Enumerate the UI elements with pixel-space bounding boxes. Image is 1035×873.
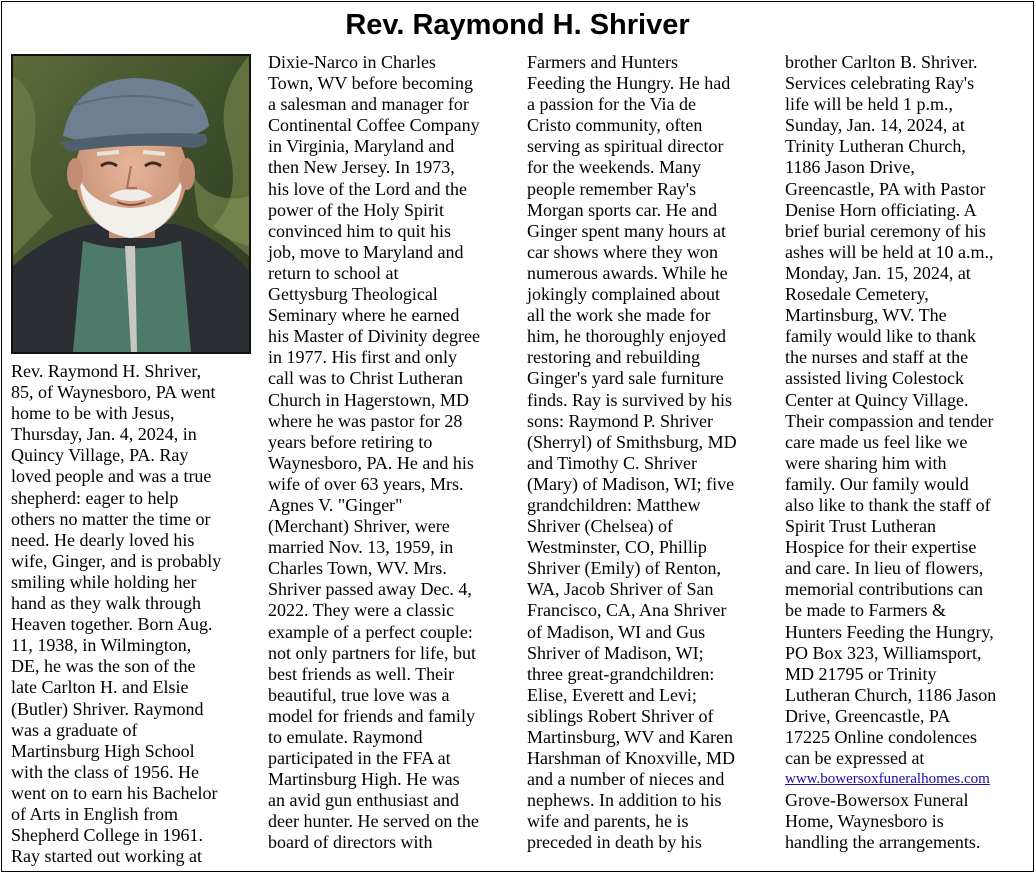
text-line: Shriver (Chelsea) of bbox=[527, 516, 673, 537]
text-line: the nurses and staff at the bbox=[785, 347, 969, 368]
text-line: numerous awards. While he bbox=[527, 262, 728, 283]
text-line: Their compassion and tender bbox=[785, 410, 994, 431]
text-line: three great-grandchildren: bbox=[527, 663, 715, 684]
text-line: people remember Ray's bbox=[527, 178, 697, 199]
text-line: call was to Christ Lutheran bbox=[268, 368, 463, 389]
text-line: return to school at bbox=[268, 262, 399, 283]
text-line: ashes will be held at 10 a.m., bbox=[785, 241, 994, 262]
text-line: Rosedale Cemetery, bbox=[785, 284, 929, 305]
text-line: Hunters Feeding the Hungry, bbox=[785, 621, 994, 642]
text-line: restoring and rebuilding bbox=[527, 347, 700, 368]
text-line: grandchildren: Matthew bbox=[527, 494, 701, 515]
obituary-frame bbox=[1, 1, 1034, 872]
text-line: best friends as well. Their bbox=[268, 663, 455, 684]
text-line: his love of the Lord and the bbox=[268, 178, 467, 199]
text-line: Sunday, Jan. 14, 2024, at bbox=[785, 115, 965, 136]
text-line: Spirit Trust Lutheran bbox=[785, 516, 937, 537]
text-column-2 bbox=[268, 52, 480, 854]
text-line: Francisco, CA, Ana Shriver bbox=[527, 600, 727, 621]
text-line: Rev. Raymond H. Shriver, bbox=[11, 361, 202, 381]
text-line: board of directors with bbox=[268, 832, 433, 853]
text-line: Denise Horn officiating. A bbox=[785, 199, 977, 220]
text-line: and a number of nieces and bbox=[527, 769, 725, 790]
text-line: need. He dearly loved his bbox=[11, 529, 195, 550]
text-line: brief burial ceremony of his bbox=[785, 220, 986, 241]
text-line: years before retiring to bbox=[268, 431, 433, 452]
text-line: PO Box 323, Williamsport, bbox=[785, 642, 982, 663]
text-line: DE, he was the son of the bbox=[11, 656, 196, 677]
text-line: also like to thank the staff of bbox=[785, 494, 991, 515]
text-line: Lutheran Church, 1186 Jason bbox=[785, 684, 997, 705]
text-line: Morgan sports car. He and bbox=[527, 199, 718, 220]
text-line: his Master of Divinity degree bbox=[268, 326, 480, 347]
text-line: Monday, Jan. 15, 2024, at bbox=[785, 262, 971, 283]
text-line: example of a perfect couple: bbox=[268, 621, 473, 642]
text-line: a salesman and manager for bbox=[268, 94, 469, 115]
text-line: Gettysburg Theological bbox=[268, 284, 438, 305]
text-line: for the weekends. Many bbox=[527, 157, 701, 178]
text-line: family. Our family would bbox=[785, 473, 969, 494]
text-line: and care. In lieu of flowers, bbox=[785, 558, 984, 579]
text-line: Shriver (Emily) of Renton, bbox=[527, 558, 721, 579]
text-line: in Virginia, Maryland and bbox=[268, 136, 455, 157]
text-line: Shepherd College in 1961. bbox=[11, 825, 203, 846]
text-line: a passion for the Via de bbox=[527, 94, 697, 115]
text-line: of Arts in English from bbox=[11, 803, 178, 824]
text-line: (Merchant) Shriver, were bbox=[268, 516, 450, 537]
text-line: others no matter the time or bbox=[11, 508, 211, 529]
text-line: Charles Town, WV. Mrs. bbox=[268, 558, 447, 579]
text-line: Center at Quincy Village. bbox=[785, 389, 969, 410]
text-line: wife of over 63 years, Mrs. bbox=[268, 473, 464, 494]
text-line: shepherd: eager to help bbox=[11, 487, 179, 508]
text-line: Shriver of Madison, WI; bbox=[527, 642, 704, 663]
text-line: Quincy Village, PA. Ray bbox=[11, 445, 189, 466]
text-line: participated in the FFA at bbox=[268, 748, 451, 769]
text-line: handling the arrangements. bbox=[785, 832, 981, 853]
text-line: 1186 Jason Drive, bbox=[785, 157, 915, 178]
text-line: where he was pastor for 28 bbox=[268, 410, 463, 431]
text-line: all the work she made for bbox=[527, 305, 711, 326]
text-line: Martinsburg High. He was bbox=[268, 769, 460, 790]
text-line: 2022. They were a classic bbox=[268, 600, 455, 621]
text-line: Trinity Lutheran Church, bbox=[785, 136, 966, 157]
text-line: home to be with Jesus, bbox=[11, 403, 175, 424]
text-line: not only partners for life, but bbox=[268, 642, 476, 663]
text-line: in 1977. His first and only bbox=[268, 347, 457, 368]
text-line: nephews. In addition to his bbox=[527, 790, 722, 811]
text-line: Feeding the Hungry. He had bbox=[527, 73, 731, 94]
text-line: Martinsburg, WV. The bbox=[785, 305, 947, 326]
text-line: Martinsburg, WV and Karen bbox=[527, 727, 733, 747]
text-line: beautiful, true love was a bbox=[268, 684, 450, 705]
text-line: Ginger's yard sale furniture bbox=[527, 368, 724, 389]
text-line: with the class of 1956. He bbox=[11, 761, 199, 782]
text-column-3 bbox=[527, 52, 737, 854]
text-line: Hospice for their expertise bbox=[785, 537, 977, 558]
text-line: Town, WV before becoming bbox=[268, 73, 474, 94]
text-line: Heaven together. Born Aug. bbox=[11, 614, 213, 635]
text-line: serving as spiritual director bbox=[527, 136, 724, 157]
text-line: Home, Waynesboro is bbox=[785, 811, 944, 832]
text-line: power of the Holy Spirit bbox=[268, 199, 444, 220]
text-line: life will be held 1 p.m., bbox=[785, 94, 953, 115]
text-line: smiling while holding her bbox=[11, 571, 197, 592]
text-line: Continental Coffee Company bbox=[268, 115, 480, 136]
text-line: WA, Jacob Shriver of San bbox=[527, 579, 714, 600]
text-line: assisted living Colestock bbox=[785, 368, 964, 389]
text-line: job, move to Maryland and bbox=[268, 241, 464, 262]
text-line: of Madison, WI and Gus bbox=[527, 621, 706, 642]
text-line: car shows where they won bbox=[527, 241, 718, 262]
text-line: deer hunter. He served on the bbox=[268, 811, 479, 832]
text-line: Martinsburg High School bbox=[11, 740, 195, 761]
text-line: an avid gun enthusiast and bbox=[268, 790, 459, 811]
text-line: and Timothy C. Shriver bbox=[527, 452, 698, 473]
text-line: Shriver passed away Dec. 4, bbox=[268, 579, 472, 600]
text-line: Dixie-Narco in Charles bbox=[268, 52, 436, 72]
text-line: memorial contributions can bbox=[785, 579, 983, 600]
condolences-link[interactable]: www.bowersoxfuneralhomes.com bbox=[785, 771, 990, 788]
text-line: Ginger spent many hours at bbox=[527, 220, 726, 241]
text-line: 85, of Waynesboro, PA went bbox=[11, 382, 216, 403]
text-line: went on to earn his Bachelor bbox=[11, 782, 218, 803]
text-line: brother Carlton B. Shriver. bbox=[785, 52, 978, 72]
text-line: 17225 Online condolences bbox=[785, 727, 977, 747]
portrait-photo-icon bbox=[13, 56, 249, 352]
text-line: (Mary) of Madison, WI; five bbox=[527, 473, 735, 494]
text-line: preceded in death by his bbox=[527, 832, 702, 853]
text-line: married Nov. 13, 1959, in bbox=[268, 537, 454, 558]
text-line: loved people and was a true bbox=[11, 466, 212, 487]
text-line: wife, Ginger, and is probably bbox=[11, 550, 222, 571]
text-line: Church in Hagerstown, MD bbox=[268, 389, 469, 410]
text-line: Harshman of Knoxville, MD bbox=[527, 748, 735, 769]
obituary-title: Rev. Raymond H. Shriver bbox=[345, 9, 690, 41]
text-line: be made to Farmers & bbox=[785, 600, 946, 621]
text-line: siblings Robert Shriver of bbox=[527, 705, 714, 726]
text-line: to emulate. Raymond bbox=[268, 727, 423, 747]
text-line: Westminster, CO, Phillip bbox=[527, 537, 707, 558]
text-line: Grove-Bowersox Funeral bbox=[785, 790, 969, 811]
text-line: Cristo community, often bbox=[527, 115, 703, 136]
text-line: MD 21795 or Trinity bbox=[785, 663, 937, 684]
text-line: 11, 1938, in Wilmington, bbox=[11, 635, 192, 656]
text-line: him, he thoroughly enjoyed bbox=[527, 326, 726, 347]
portrait-photo bbox=[11, 54, 251, 354]
text-line: sons: Raymond P. Shriver bbox=[527, 410, 714, 431]
text-line: Drive, Greencastle, PA bbox=[785, 705, 951, 726]
text-line: Waynesboro, PA. He and his bbox=[268, 452, 474, 473]
text-line: Ray started out working at bbox=[11, 846, 202, 867]
text-line: Services celebrating Ray's bbox=[785, 73, 975, 94]
text-line: Elise, Everett and Levi; bbox=[527, 684, 697, 705]
text-line: was a graduate of bbox=[11, 719, 138, 740]
text-line: wife and parents, he is bbox=[527, 811, 689, 832]
text-line: late Carlton H. and Elsie bbox=[11, 677, 189, 698]
text-line: then New Jersey. In 1973, bbox=[268, 157, 455, 178]
text-column-1 bbox=[11, 361, 221, 867]
text-line: convinced him to quit his bbox=[268, 220, 451, 241]
text-line: Greencastle, PA with Pastor bbox=[785, 178, 986, 199]
text-line: jokingly complained about bbox=[527, 284, 720, 305]
text-line: Farmers and Hunters bbox=[527, 52, 678, 72]
text-line: Agnes V. "Ginger" bbox=[268, 494, 403, 515]
text-line: care made us feel like we bbox=[785, 431, 968, 452]
text-line: hand as they walk through bbox=[11, 593, 201, 614]
text-line: family would like to thank bbox=[785, 326, 976, 347]
text-line: (Butler) Shriver. Raymond bbox=[11, 698, 204, 719]
text-line: model for friends and family bbox=[268, 705, 475, 726]
text-line: (Sherryl) of Smithsburg, MD bbox=[527, 431, 737, 452]
text-line: Seminary where he earned bbox=[268, 305, 460, 326]
text-line: Thursday, Jan. 4, 2024, in bbox=[11, 424, 197, 445]
text-line: can be expressed at bbox=[785, 748, 925, 769]
text-column-4 bbox=[785, 52, 996, 854]
text-line: were sharing him with bbox=[785, 452, 947, 473]
text-line: finds. Ray is survived by his bbox=[527, 389, 732, 410]
